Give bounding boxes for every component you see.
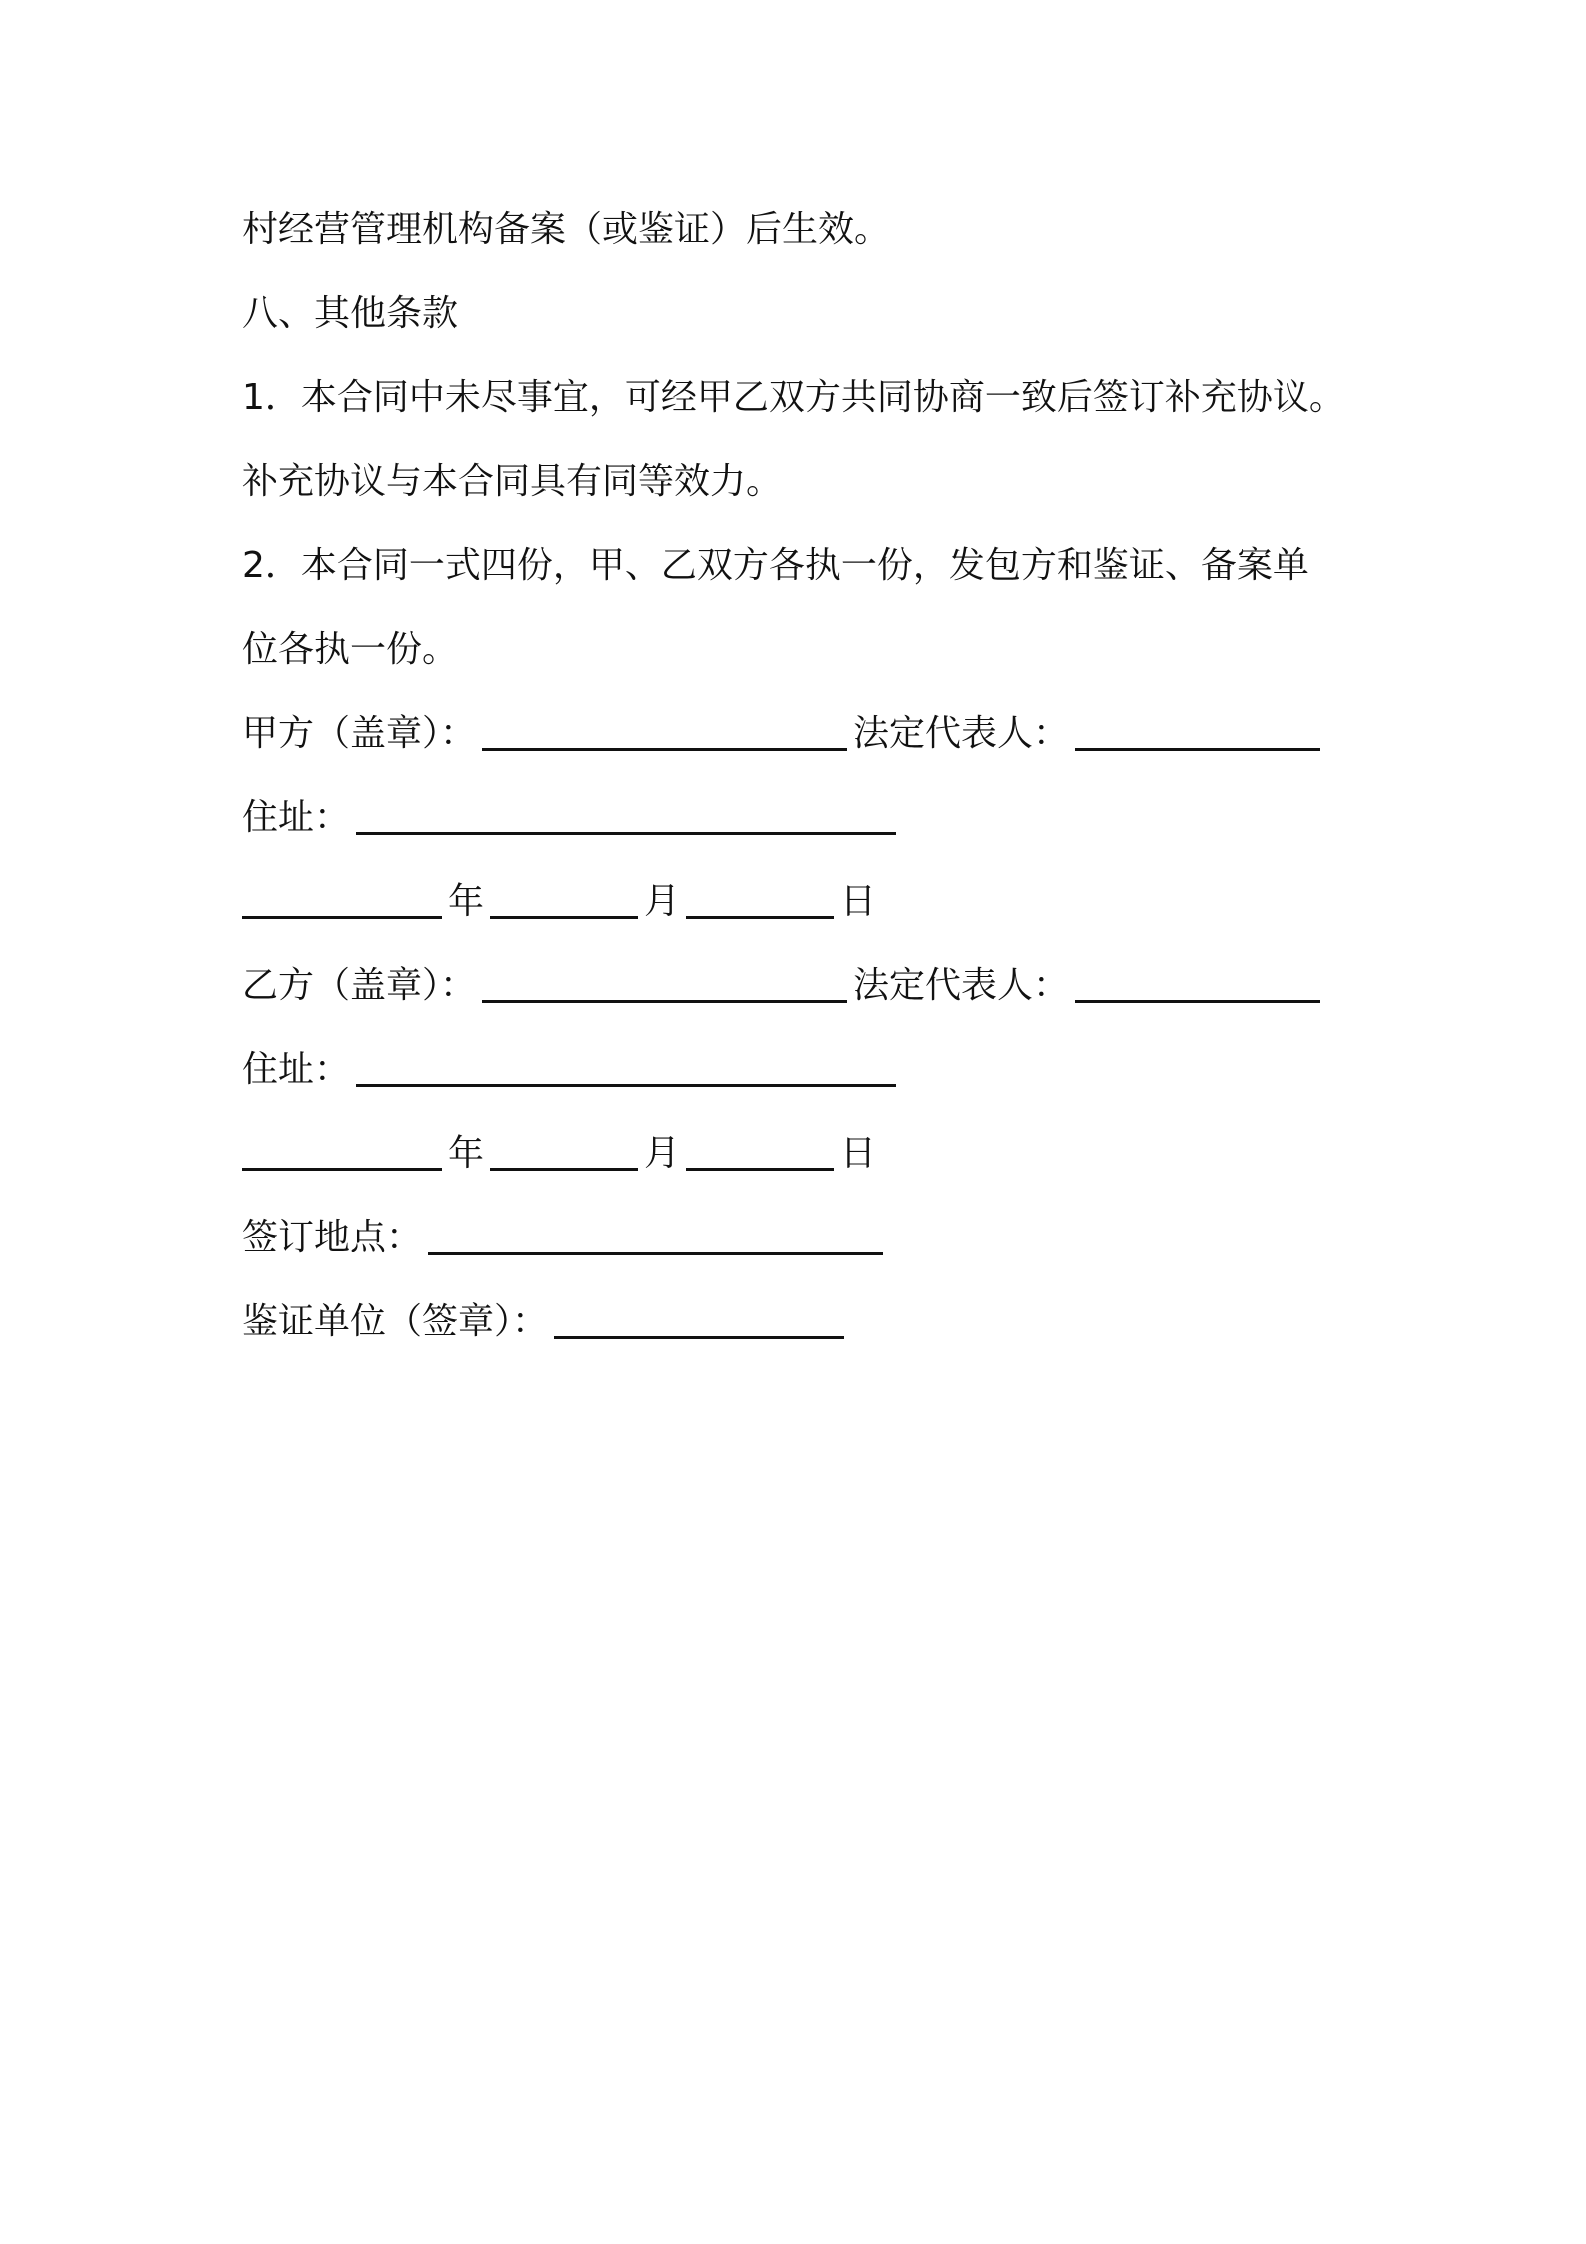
party-a-address-row	[242, 788, 1392, 872]
party-b-year-label: 年	[448, 1133, 485, 1174]
document-body	[242, 200, 1392, 1376]
party-b-year-blank[interactable]	[242, 1124, 442, 1171]
party-a-address-blank[interactable]	[356, 788, 896, 835]
signing-place-label: 签订地点：	[242, 1217, 423, 1258]
clause-1-text: 1．本合同中未尽事宜，可经甲乙双方共同协商一致后签订补充协议。	[242, 377, 1345, 418]
party-b-address-row	[242, 1040, 1392, 1124]
party-b-month-blank[interactable]	[490, 1124, 638, 1171]
clause-1-text-continued: 补充协议与本合同具有同等效力。	[242, 461, 783, 502]
clause-2-line-2	[242, 620, 1392, 704]
party-a-date-row	[242, 872, 1392, 956]
party-a-month-blank[interactable]	[490, 872, 638, 919]
certification-row	[242, 1292, 1392, 1376]
party-b-address-blank[interactable]	[356, 1040, 896, 1087]
clause-1-line-1	[242, 368, 1392, 452]
party-a-day-blank[interactable]	[686, 872, 834, 919]
party-a-day-label: 日	[840, 881, 877, 922]
party-a-sign-row	[242, 704, 1392, 788]
party-a-year-label: 年	[448, 881, 485, 922]
party-a-rep-label: 法定代表人：	[853, 713, 1070, 754]
heading-text: 八、其他条款	[242, 293, 459, 334]
party-a-rep-blank[interactable]	[1075, 704, 1320, 751]
party-b-label: 乙方（盖章）：	[242, 965, 477, 1006]
party-a-year-blank[interactable]	[242, 872, 442, 919]
party-b-rep-label: 法定代表人：	[853, 965, 1070, 1006]
paragraph-effective-line	[242, 200, 1392, 284]
signing-place-blank[interactable]	[428, 1208, 883, 1255]
party-b-sign-row	[242, 956, 1392, 1040]
party-b-month-label: 月	[644, 1133, 681, 1174]
party-b-day-label: 日	[840, 1133, 877, 1174]
clause-2-text-continued: 位各执一份。	[242, 629, 459, 670]
signing-place-row	[242, 1208, 1392, 1292]
party-b-day-blank[interactable]	[686, 1124, 834, 1171]
clause-2-line-1	[242, 536, 1392, 620]
clause-1-line-2	[242, 452, 1392, 536]
party-b-rep-blank[interactable]	[1075, 956, 1320, 1003]
section-heading-other-terms	[242, 284, 1392, 368]
certification-blank[interactable]	[554, 1292, 844, 1339]
party-a-seal-blank[interactable]	[482, 704, 847, 751]
party-b-date-row	[242, 1124, 1392, 1208]
clause-2-text: 2．本合同一式四份，甲、乙双方各执一份，发包方和鉴证、备案单	[242, 545, 1309, 586]
party-a-label: 甲方（盖章）：	[242, 713, 477, 754]
party-a-month-label: 月	[644, 881, 681, 922]
certification-label: 鉴证单位（签章）：	[242, 1301, 549, 1342]
party-a-address-label: 住址：	[242, 797, 351, 838]
text-effective: 村经营管理机构备案（或鉴证）后生效。	[242, 209, 891, 250]
party-b-address-label: 住址：	[242, 1049, 351, 1090]
party-b-seal-blank[interactable]	[482, 956, 847, 1003]
